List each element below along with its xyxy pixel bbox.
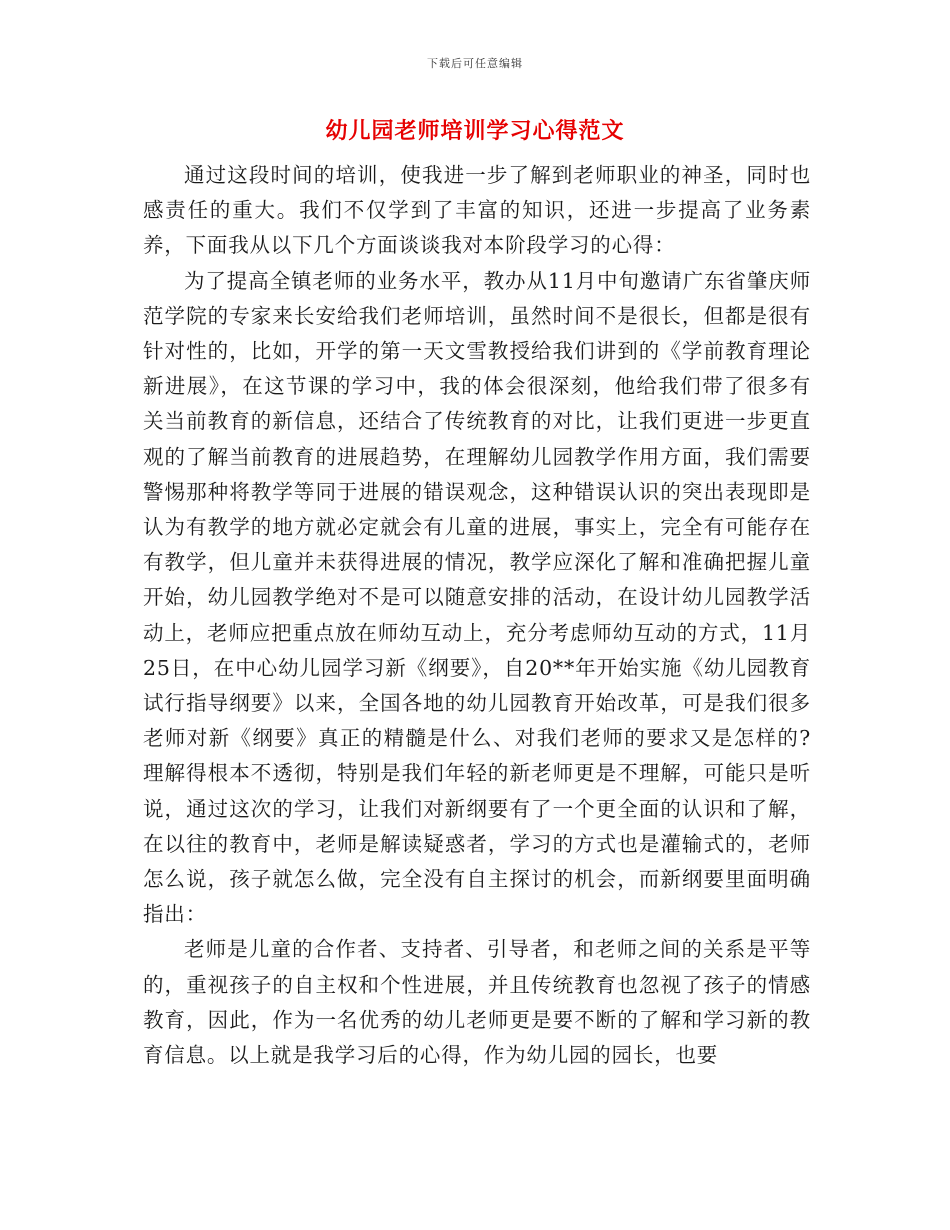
document-title: 幼儿园老师培训学习心得范文 bbox=[325, 118, 625, 144]
paragraph-1: 通过这段时间的培训，使我进一步了解到老师职业的神圣，同时也感责任的重大。我们不仅学到了丰富的知识，还进一步提高了业务素养，下面我从以下几个方面谈谈我对本阶段学习的心得： bbox=[143, 163, 811, 258]
document-body bbox=[143, 158, 811, 1073]
paragraph-2: 为了提高全镇老师的业务水平，教办从11月中旬邀请广东省肇庆师范学院的专家来长安给我们老师培训，虽然时间不是很长，但都是很有针对性的，比如，开学的第一天文雪教授给我们讲到的《学前教育理论新进展》，在这节课的学习中，我的体会很深刻，他给我们带了很多有关当前教育的新信息，还结合了传统教育的对比，让我们更进一步更直观的了解当前教育的进展趋势，在理解幼儿园教学作用方面，我们需要警惕那种将教学等同于进展的错误观念，这种错误认识的突出表现即是认为有教学的地方就必定就会有儿童的进展，事实上，完全有可能存在有教学，但儿童并未获得进展的情况，教学应深化了解和准确把握儿童开始，幼儿园教学绝对不是可以随意安排的活动，在设计幼儿园教学活动上，老师应把重点放在师幼互动上，充分考虑师幼互动的方式，11月25日，在中心幼儿园学习新《纲要》，自20**年开始实施《幼儿园教育试行指导纲要》以来，全国各地的幼儿园教育开始改革，可是我们很多老师对新《纲要》真正的精髓是什么、对我们老师的要求又是怎样的?理解得根本不透彻，特别是我们年轻的新老师更是不理解，可能只是听说，通过这次的学习，让我们对新纲要有了一个更全面的认识和了解，在以往的教育中，老师是解读疑惑者，学习的方式也是灌输式的，老师怎么说，孩子就怎么做，完全没有自主探讨的机会，而新纲要里面明确指出： bbox=[143, 268, 811, 927]
paragraph-3: 老师是儿童的合作者、支持者、引导者，和老师之间的关系是平等的，重视孩子的自主权和个性进展，并且传统教育也忽视了孩子的情感教育，因此，作为一名优秀的幼儿老师更是要不断的了解和学习新的教育信息。以上就是我学习后的心得，作为幼儿园的园长，也要 bbox=[143, 937, 811, 1068]
header-note: 下载后可任意编辑 bbox=[427, 57, 523, 70]
